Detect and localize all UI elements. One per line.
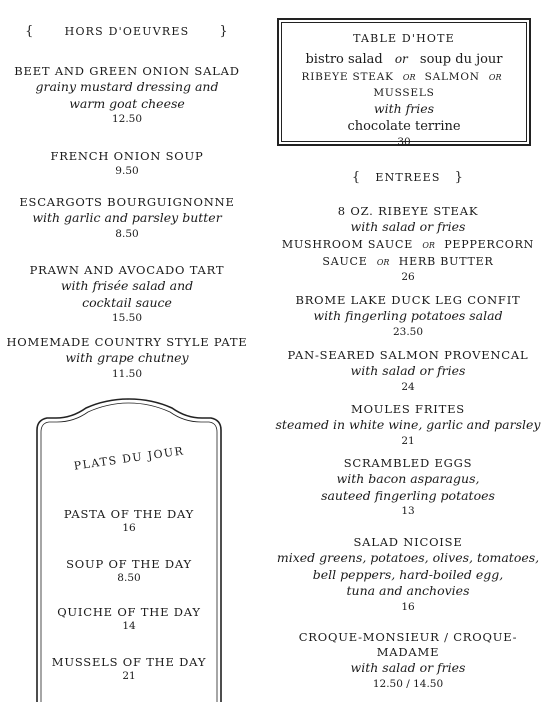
item-description: with fingerling potatoes salad — [313, 308, 503, 323]
item-price: 16 — [122, 522, 136, 534]
item-name: PRAWN AND AVOCADO TART — [29, 263, 225, 277]
or-word: or — [394, 52, 408, 66]
menu-item — [272, 402, 544, 448]
item-description: with salad or fries — [350, 219, 466, 234]
item-description: with bacon asparagus, — [336, 471, 480, 486]
item-description: with fries — [373, 101, 435, 116]
section-title: ENTREES — [375, 171, 441, 184]
item-price: 24 — [401, 380, 415, 393]
starter-option: bistro salad — [305, 52, 383, 67]
ornament-left-icon: { — [351, 170, 362, 185]
item-name: FRENCH ONION SOUP — [50, 149, 204, 163]
item-price: 15.50 — [111, 312, 143, 324]
item-name: BEET AND GREEN ONION SALAD — [14, 64, 240, 78]
ornament-right-icon: } — [454, 170, 465, 185]
starter-option: soup du jour — [419, 52, 503, 67]
item-description: tuna and anchovies — [346, 583, 470, 598]
plats-item — [41, 557, 217, 585]
item-description: mixed greens, potatoes, olives, tomatoes, — [276, 550, 540, 565]
item-price: 8.50 — [117, 572, 141, 584]
item-price: 14 — [122, 620, 136, 632]
sauce-options — [272, 253, 544, 270]
or-word: or — [376, 253, 390, 268]
item-description: cocktail sauce — [82, 294, 172, 310]
item-description: with grape chutney — [65, 350, 189, 365]
item-name: MUSSELS OF THE DAY — [51, 655, 207, 669]
ornament-right-icon: } — [219, 24, 229, 39]
or-word: or — [488, 69, 502, 83]
table-dhote-box — [277, 18, 531, 146]
item-name: 8 OZ. RIBEYE STEAK — [337, 204, 479, 218]
sauce-option: HERB BUTTER — [398, 254, 494, 268]
item-description: bell peppers, hard-boiled egg, — [312, 566, 504, 582]
item-description: grainy mustard dressing and — [35, 79, 219, 94]
menu-item — [272, 456, 544, 518]
menu-item — [0, 64, 254, 126]
item-name: QUICHE OF THE DAY — [57, 605, 201, 619]
menu-item — [0, 149, 254, 178]
sauce-options — [272, 236, 544, 253]
menu-item — [272, 348, 544, 394]
item-description: with salad or fries — [350, 363, 466, 378]
item-price: 26 — [401, 270, 415, 283]
item-name: SOUP OF THE DAY — [66, 557, 192, 571]
item-name: SALAD NICOISE — [353, 535, 463, 549]
menu-item — [0, 335, 254, 381]
table-dhote-starter — [279, 51, 529, 68]
menu-item — [272, 293, 544, 339]
item-name: ESCARGOTS BOURGUIGNONNE — [19, 195, 235, 209]
ornament-left-icon: { — [25, 24, 35, 39]
item-name: PASTA OF THE DAY — [63, 507, 195, 521]
item-description: with frisée salad and — [60, 278, 194, 293]
item-price: 21 — [401, 434, 415, 447]
item-description: with salad or fries — [350, 660, 466, 675]
item-description: steamed in white wine, garlic and parsley — [275, 417, 541, 432]
item-description: warm goat cheese — [69, 95, 185, 111]
main-option: MUSSELS — [373, 87, 435, 99]
main-option: SALMON — [424, 71, 480, 83]
plats-item — [41, 507, 217, 535]
item-name: CROQUE-MONSIEUR / CROQUE-MADAME — [298, 630, 518, 659]
table-dhote-heading: TABLE D'HOTE — [353, 32, 455, 45]
plats-du-jour-heading: PLATS DU JOUR — [73, 444, 185, 473]
item-name: MOULES FRITES — [351, 402, 465, 416]
sauce-option: PEPPERCORN — [444, 237, 535, 251]
item-price: 23.50 — [392, 325, 424, 338]
or-word: or — [402, 69, 416, 83]
item-name: PAN-SEARED SALMON PROVENCAL — [287, 348, 529, 362]
plats-item — [41, 605, 217, 633]
menu-item — [0, 263, 254, 325]
table-dhote-main — [279, 68, 529, 101]
item-price: 8.50 — [115, 227, 139, 240]
or-word: or — [422, 236, 435, 251]
menu-item — [272, 204, 544, 284]
main-option: RIBEYE STEAK — [301, 71, 394, 83]
item-name: BROME LAKE DUCK LEG CONFIT — [295, 293, 521, 307]
item-description: sauteed fingerling potatoes — [321, 487, 495, 503]
menu-item — [272, 535, 544, 614]
item-price: 9.50 — [115, 165, 139, 177]
dessert-option: chocolate terrine — [347, 118, 461, 134]
item-description: with garlic and parsley butter — [32, 210, 222, 225]
item-name: HOMEMADE COUNTRY STYLE PATE — [6, 335, 248, 349]
sauce-option: SAUCE — [322, 254, 368, 268]
item-price: 12.50 / 14.50 — [372, 677, 444, 690]
item-price: 21 — [122, 670, 136, 682]
plats-item — [41, 655, 217, 683]
item-price: 13 — [401, 505, 415, 517]
item-price: 16 — [401, 600, 415, 613]
menu-item — [272, 630, 544, 691]
item-price: 30 — [397, 135, 411, 148]
menu-item — [0, 195, 254, 241]
hors-doeuvres-heading — [0, 24, 254, 39]
item-name: SCRAMBLED EGGS — [343, 456, 473, 470]
section-title: HORS D'OEUVRES — [64, 25, 190, 38]
item-price: 12.50 — [111, 113, 143, 125]
item-price: 11.50 — [111, 367, 143, 380]
entrees-heading — [272, 170, 544, 185]
sauce-option: MUSHROOM SAUCE — [281, 237, 414, 251]
